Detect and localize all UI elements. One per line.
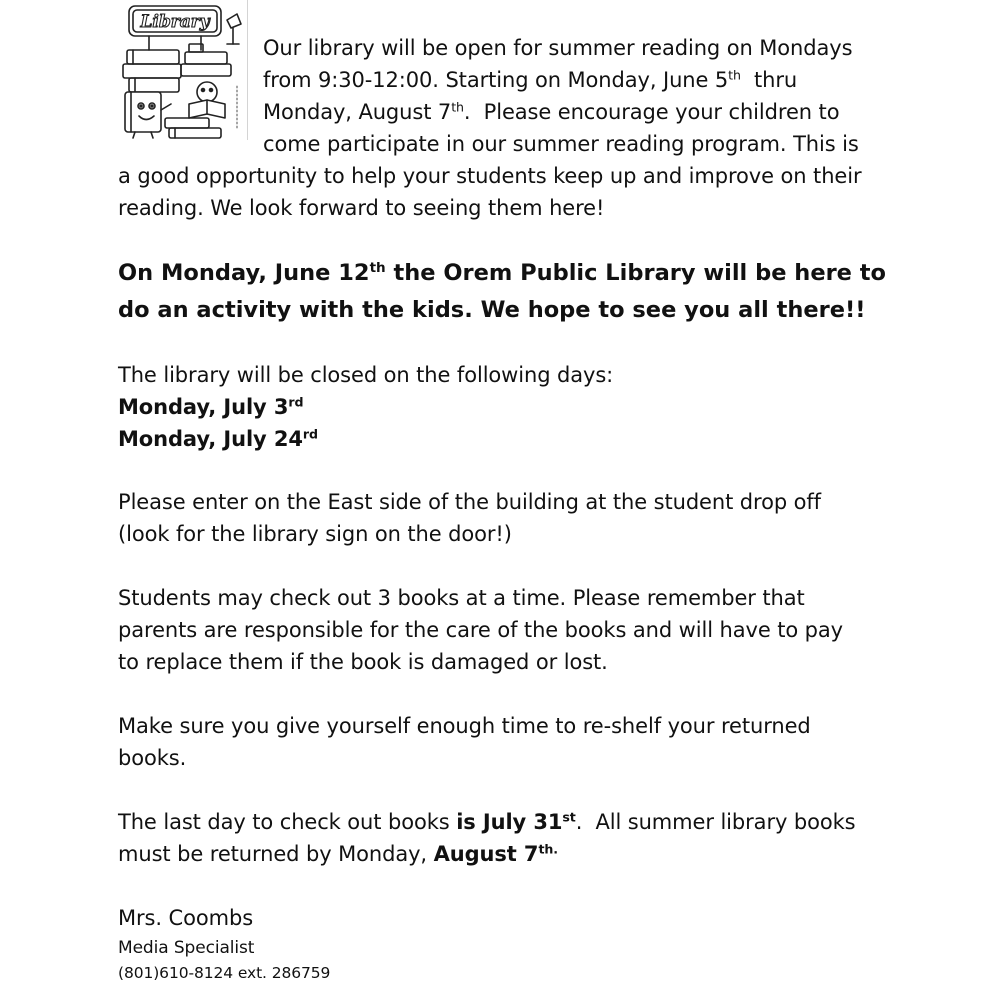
lastday-line-2: must be returned by Monday, August $7^{th.}$ xyxy=(118,841,558,866)
reshelf-line-1: Make sure you give yourself enough time to re-shelf your returned xyxy=(118,714,811,738)
library-clipart xyxy=(115,0,248,140)
checkout-line-1: Students may check out 3 books at a time. Please remember that xyxy=(118,586,805,610)
signature-phone: (801)610-8124 ext. 286759 xyxy=(118,964,331,982)
entrance-line-2: (look for the library sign on the door!) xyxy=(118,522,512,546)
event-line-1: On Monday, June 12th the Orem Public Library will be here to xyxy=(118,259,886,286)
intro-line-5: a good opportunity to help your students keep up and improve on their xyxy=(118,164,862,188)
event-line-2: do an activity with the kids. We hope to see you all there!! xyxy=(118,297,866,323)
intro-line-2: from 9:30-12:00. Starting on Monday, June 5th thru xyxy=(263,67,798,92)
intro-line-6: reading. We look forward to seeing them here! xyxy=(118,196,605,220)
checkout-line-3: to replace them if the book is damaged or lost. xyxy=(118,650,608,674)
signature-name: Mrs. Coombs xyxy=(118,906,254,930)
reshelf-line-2: books. xyxy=(118,746,187,770)
entrance-line-1: Please enter on the East side of the building at the student drop off xyxy=(118,490,821,514)
intro-line-3: Monday, August 7th. Please encourage your children to xyxy=(263,99,840,124)
library-books-clipart-icon xyxy=(115,0,247,140)
closed-day-2: Monday, July 24rd xyxy=(118,426,318,451)
clipart-sign-text: Library xyxy=(140,12,210,32)
closed-day-1: Monday, July 3rd xyxy=(118,394,304,419)
lastday-line-1: The last day to check out books is July 31st. All summer library books xyxy=(118,809,856,834)
signature-title: Media Specialist xyxy=(118,938,255,958)
checkout-line-2: parents are responsible for the care of the books and will have to pay xyxy=(118,618,843,642)
closed-heading: The library will be closed on the following days: xyxy=(118,363,614,387)
intro-line-4: come participate in our summer reading program. This is xyxy=(263,132,859,156)
intro-line-1: Our library will be open for summer reading on Mondays xyxy=(263,36,853,60)
